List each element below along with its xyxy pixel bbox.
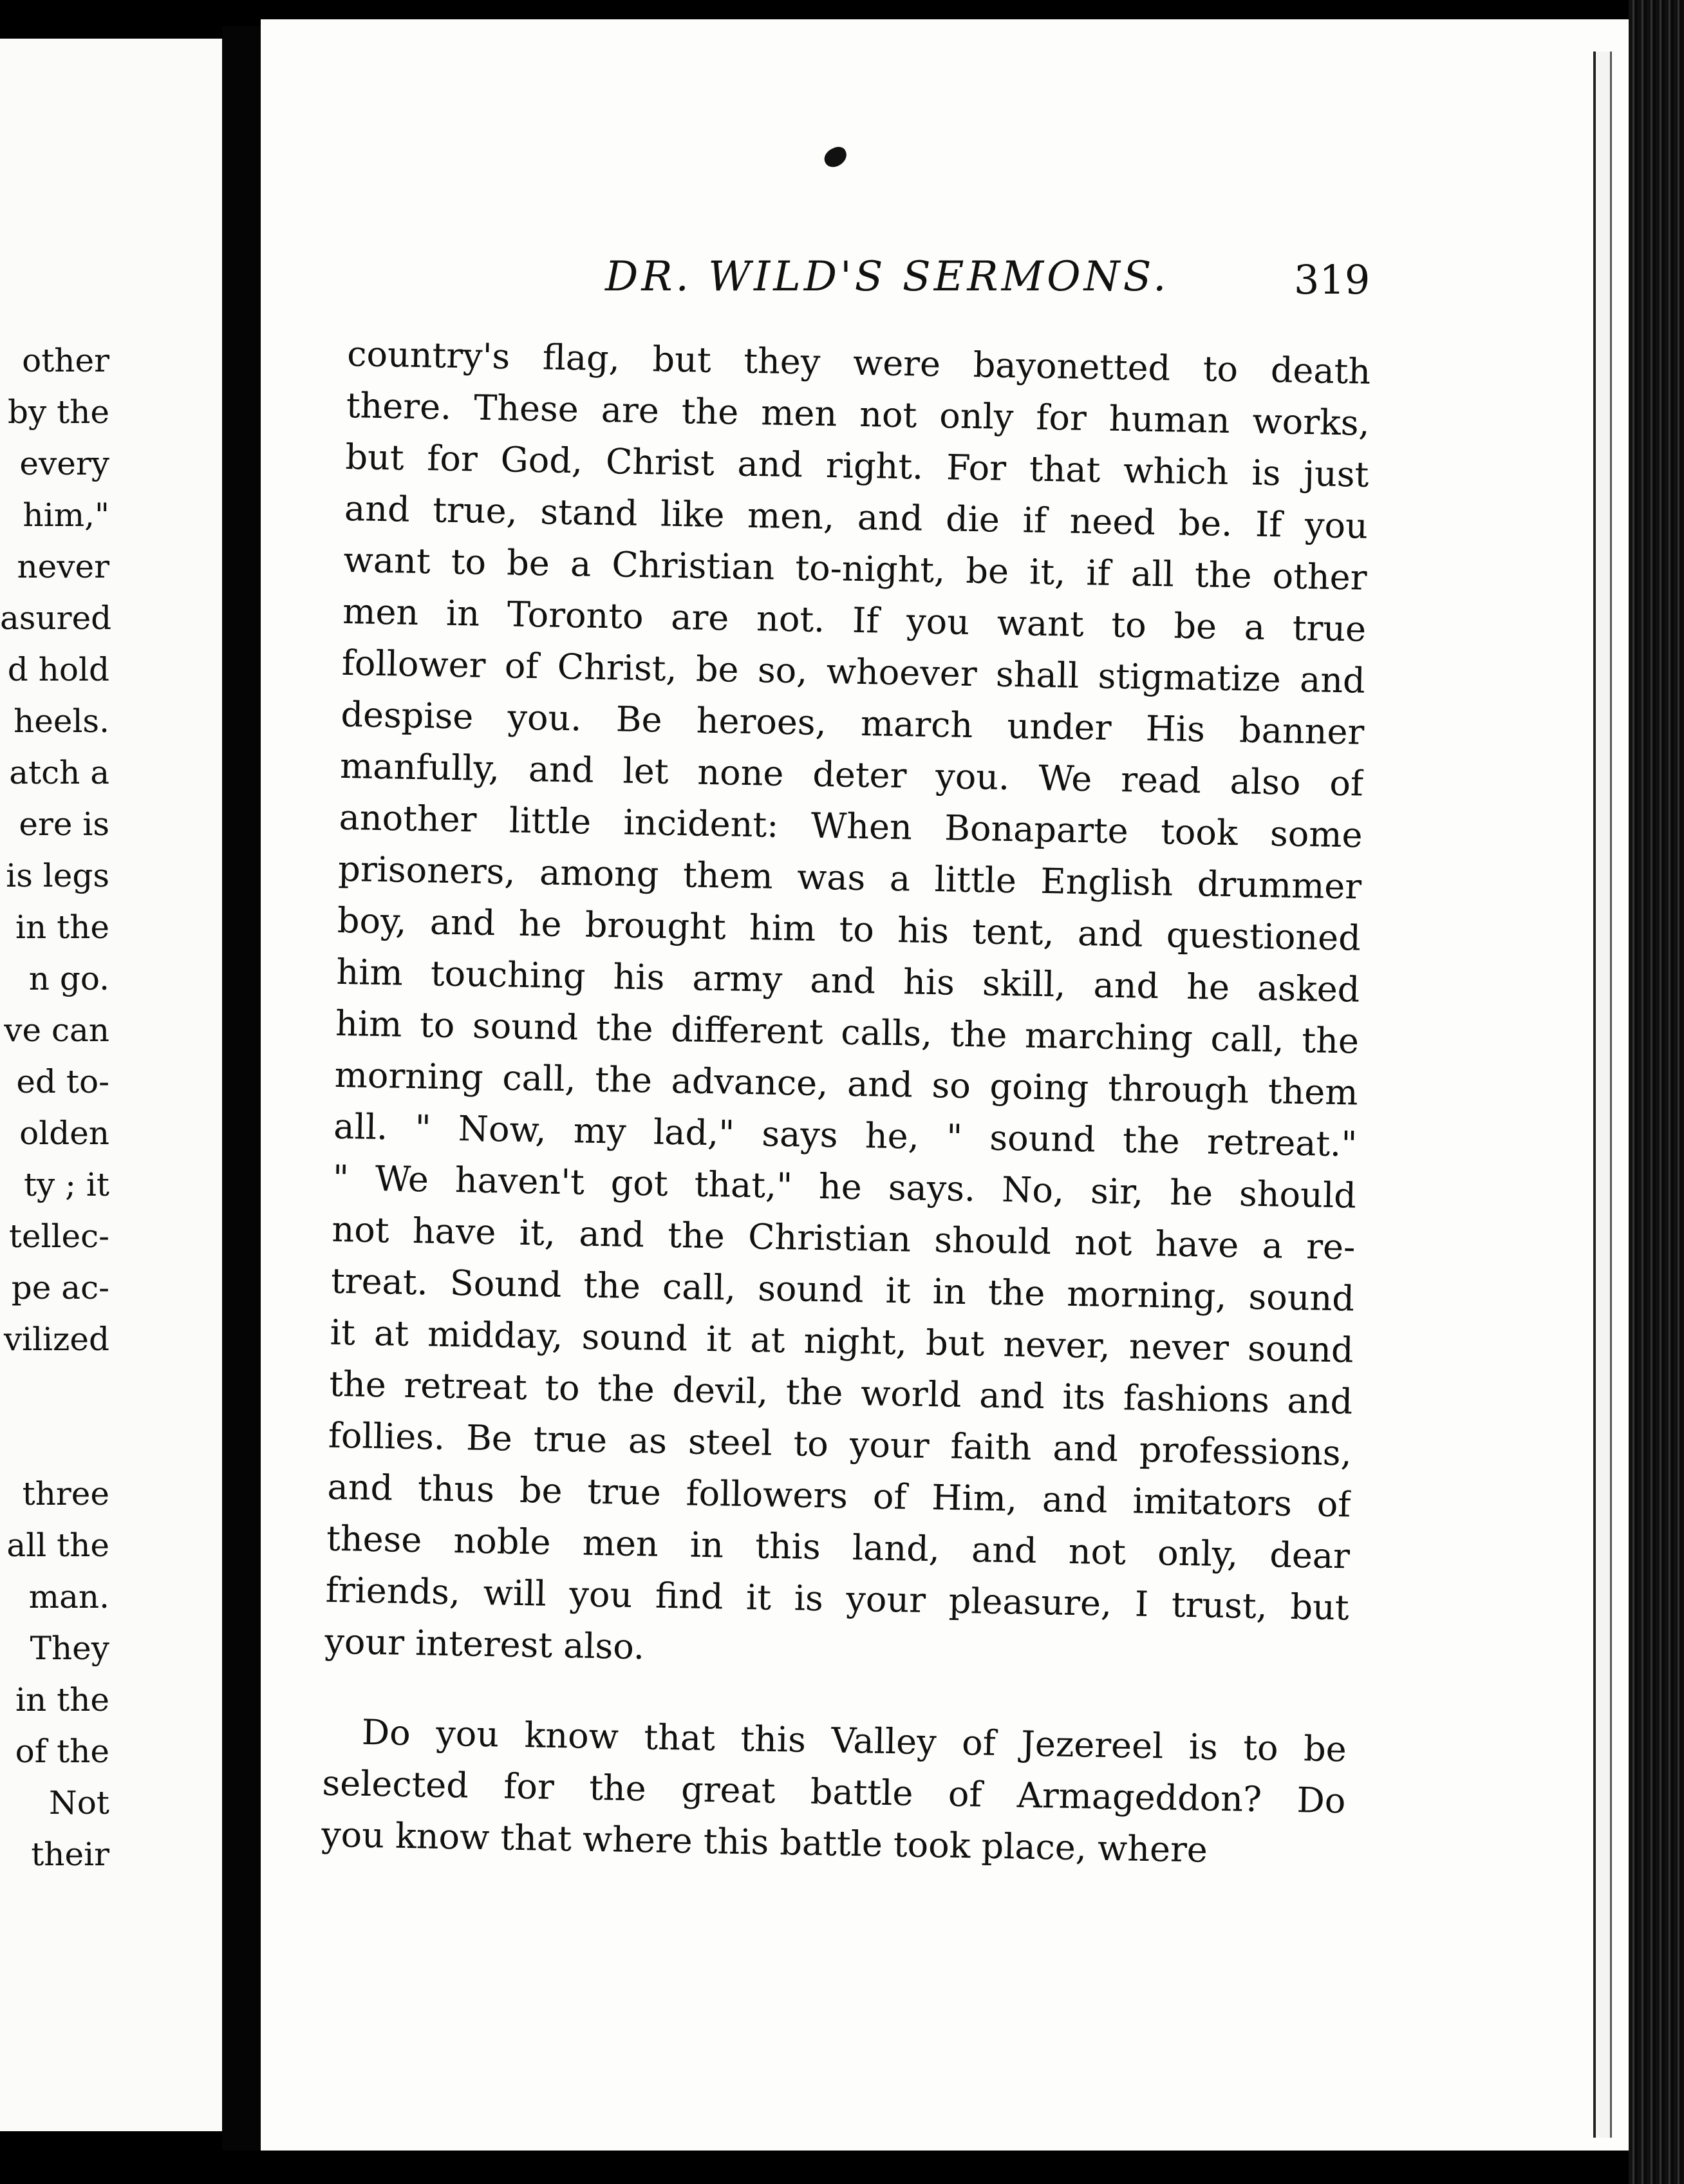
left-page-line: in the (15, 908, 109, 946)
text-line: morning call, the advance, and so going through them (334, 1054, 1359, 1113)
text-line: all. " Now, my lad," says he, " sound the retreat." (333, 1106, 1358, 1165)
left-page-line: They (30, 1630, 109, 1667)
left-page-line: man. (28, 1578, 109, 1615)
text-line: it at midday, sound it at night, but never, never sound (330, 1312, 1354, 1371)
left-page-line: ty ; it (23, 1166, 109, 1203)
text-line: there. These are the men not only for human works, (346, 384, 1371, 444)
left-page-line: in the (15, 1681, 109, 1718)
page-edge-frame (1593, 52, 1612, 2138)
left-page-line: never (17, 548, 109, 585)
left-page-line: n go. (28, 960, 109, 997)
text-line: friends, will you find it is your pleasure, I trust, but (325, 1569, 1350, 1628)
text-line: despise you. Be heroes, march under His banner (340, 693, 1365, 753)
running-title: DR. WILD'S SERMONS. (605, 253, 1170, 301)
left-page-line: olden (19, 1115, 109, 1152)
book-gutter (222, 26, 261, 2151)
text-line: follies. Be true as steel to your faith and professions, (328, 1415, 1352, 1474)
text-line: not have it, and the Christian should not have a re- (332, 1209, 1356, 1268)
text-line: him touching his army and his skill, and he asked (336, 951, 1360, 1010)
left-page-line: Not (49, 1784, 109, 1822)
text-line: follower of Christ, be so, whoever shall stigmatize and (341, 642, 1366, 701)
text-line: and true, stand like men, and die if need be. If you (344, 487, 1369, 547)
page-body (321, 328, 1371, 1878)
text-line: boy, and he brought him to his tent, and questioned (337, 899, 1361, 959)
text-line: country's flag, but they were bayonetted to death (346, 333, 1371, 392)
text-line: but for God, Christ and right. For that which is just (344, 436, 1369, 495)
text-line: the retreat to the devil, the world and its fashions and (328, 1363, 1353, 1422)
text-line: want to be a Christian to-night, be it, if all the other (343, 539, 1368, 598)
text-line: him to sound the different calls, the marching call, the (335, 1003, 1360, 1062)
left-page-line: him," (23, 496, 109, 534)
left-page-line: vilized (3, 1321, 109, 1358)
text-line: prisoners, among them was a little English drummer (337, 848, 1362, 907)
left-page-line: heels. (14, 702, 109, 740)
left-page-line: tellec- (8, 1218, 109, 1255)
text-line: selected for the great battle of Armageddon? Do (322, 1762, 1346, 1822)
left-facing-page (0, 39, 222, 2131)
text-line: and thus be true followers of Him, and imitators of (327, 1466, 1351, 1525)
left-page-line: by the (7, 393, 109, 431)
text-line: " We haven't got that," he says. No, sir, he should (332, 1157, 1357, 1216)
left-page-line (0, 1365, 222, 1468)
left-page-line: ve can (4, 1012, 109, 1049)
left-page-line: all the (6, 1527, 109, 1564)
left-page-text (0, 335, 222, 1880)
left-page-line: their (31, 1836, 109, 1873)
text-line: your interest also. (324, 1621, 645, 1668)
text-line: you know that where this battle took place, where (321, 1814, 1208, 1870)
text-line: these noble men in this land, and not only, dear (326, 1518, 1351, 1577)
text-line: another little incident: When Bonaparte took some (339, 796, 1363, 856)
left-page-line: atch a (9, 754, 109, 791)
left-page-line: three (22, 1475, 109, 1512)
left-page-line: of the (15, 1733, 109, 1770)
left-page-line: other (22, 342, 109, 379)
paragraph-1 (324, 328, 1371, 1685)
paragraph-2 (321, 1706, 1347, 1879)
text-line: treat. Sound the call, sound it in the morning, sound (330, 1260, 1355, 1319)
book-edge (1629, 0, 1684, 2184)
text-line: manfully, and let none deter you. We read also of (339, 745, 1364, 804)
page-number: 319 (1294, 256, 1371, 303)
left-page-line: pe ac- (11, 1269, 109, 1306)
text-line: Do you know that this Valley of Jezereel is to be (361, 1711, 1347, 1770)
left-page-line: d hold (7, 651, 109, 688)
text-line: men in Toronto are not. If you want to be a true (342, 590, 1367, 650)
left-page-line: asured (0, 599, 112, 637)
left-page-line: ed to- (16, 1063, 109, 1100)
left-page-line: every (19, 445, 109, 482)
left-page-line: ere is (19, 805, 109, 843)
left-page-line: is legs (6, 857, 109, 894)
